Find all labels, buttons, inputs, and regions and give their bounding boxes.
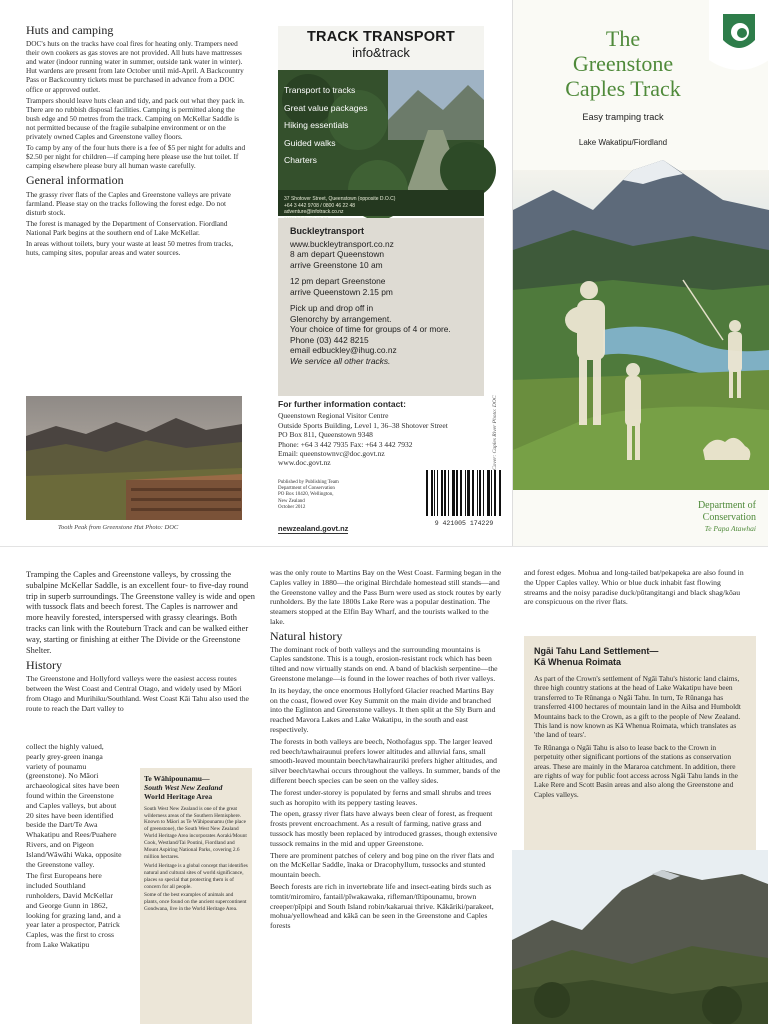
publishing-line: Published by Publishing Team [278, 480, 339, 485]
buckley-line: 8 am depart Queenstown [290, 249, 385, 259]
intro-column [26, 570, 256, 715]
buckley-line: Pick up and drop off in [290, 303, 374, 313]
barcode-bar [426, 470, 428, 516]
buckley-line: Your choice of time for groups of 4 or more. [290, 324, 451, 334]
barcode-bar [477, 470, 478, 516]
box-heading-line: World Heritage Area [144, 792, 213, 802]
dept-line: Department of [697, 500, 756, 511]
world-heritage-paragraph: Some of the best examples of animals and plants, once found on the ancient supercontinent Gondwana, live in the World Heritage Area. [144, 892, 247, 913]
buckley-line: 12 pm depart Greenstone [290, 276, 386, 286]
cover-subtitle: Easy tramping track [582, 112, 664, 122]
birds-paragraph: and forest edges. Mohua and long-tailed bat/pekapeka are also found in the Upper Caples valley. Whio or blue duck inhabit fast flowing streams and the noisy paradise duck/pūtangitangi and black shag/kōau are conspicuous on the river flats. [524, 568, 744, 607]
cover-title-line: Greenstone [572, 51, 674, 76]
barcode-bar [479, 470, 481, 516]
barcode-bar [441, 470, 443, 516]
publishing-info [278, 480, 378, 511]
ngai-tahu-settlement-box [524, 636, 756, 860]
ad-service-item: Transport to tracks [284, 85, 356, 95]
contact-line: PO Box 811, Queenstown 9348 [278, 430, 373, 440]
barcode-bar [483, 470, 484, 516]
buckley-line: Phone (03) 442 8215 [290, 334, 369, 345]
ad-footer-line: adventure@infotrack.co.nz [284, 209, 344, 215]
barcode-bar [437, 470, 438, 516]
natural-history-heading: Natural history [270, 628, 343, 643]
contact-line: Queenstown Regional Visitor Centre [278, 411, 389, 421]
huts-paragraph: Trampers should leave huts clean and tidy, and pack out what they pack in. There are no rubbish disposal facilities. Camping is permitted along the bush edge and 50 metres from the track. Camping on McKellar Saddle is not permitted because of the fragile subalpine environment or on the privately owned Caples and Greenstone valley floors. [26, 95, 245, 142]
history-continued-paragraph: was the only route to Martins Bay on the West Coast. Farming began in the Caples valley in 1880—the original Birchdale homestead still stands—and the Greenstone valley and the Pass Burn were used as stock routes by early runholders. By the late 1800s Lake Rere was a popular destination. The steamers stopped at the Elfin Bay Wharf, and the tourists walked to the lake. [270, 568, 502, 626]
track-transport-ad [278, 26, 484, 216]
barcode-digits: 9 421005 174229 [434, 520, 494, 527]
buckley-transport-box [278, 218, 484, 396]
barcode-bar [487, 470, 490, 516]
natural-history-paragraph: The forests in both valleys are beech, Nothofagus spp. The larger leaved red beech/tawhairaunui prefers lower altitudes and alluvial fans, small smooth-leaved mountain beech/tawhairauriki prefers higher altitudes, and silver beech/tawhai occurs throughout the valleys. In summer, bands of the different beech species can be seen on the valley sides. [270, 736, 501, 785]
history-paragraph: collect the highly valued, pearly grey-green inanga variety of pounamu (greenstone). No Māori archaeological sites have been found within the Greenstone and Caples valleys, but about 20 sites have been identified beside the Dart/Te Awa Whakatipu and Rees/Puahere Rivers, and on Pigeon Island/Wāwāhi Waka, opposite the Greenstone valley. [26, 742, 122, 869]
history-paragraph: The first Europeans here included Southland runholders, David McKellar and George Gunn in 1862, looking for grazing land, and a year later a prospector, Patrick Caples, was the first to cross from Lake Wakatipu [26, 871, 121, 949]
history-continued [26, 742, 122, 952]
barcode-bar [467, 470, 470, 516]
barcode-bar [434, 470, 435, 516]
general-paragraph: The forest is managed by the Department of Conservation. Fiordland National Park begins at the southern end of Lake McKellar. [26, 218, 228, 237]
ngai-tahu-heading [534, 646, 746, 668]
contact-line: Phone: +64 3 442 7935 Fax: +64 3 442 7932 [278, 439, 413, 449]
ad-footer-line: +64 3 442 9708 / 0800 46 22 48 [284, 202, 356, 209]
buckley-line: Glenorchy by arrangement. [290, 313, 392, 324]
contact-block [278, 400, 488, 468]
natural-history-paragraph: There are prominent patches of celery and bog pine on the river flats and on the McKellar Saddle, īnaka or Dracophyllum, tussocks and stunted mountain beech. [270, 850, 494, 880]
barcode-bar [452, 470, 455, 516]
world-heritage-paragraph: South West New Zealand is one of the great wilderness areas of the Southern Hemisphere. Known to Māori as Te Wāhipounamu (the place of greenstone), the South West New Zealand World Heritage Area incorporates Aoraki/Mount Cook, Westland/Tai Poutini, Fiordland and Mount Aspiring National Parks, covering 2.6 million hectares. [144, 805, 247, 860]
ad-service-item: Guided walks [284, 137, 336, 148]
natural-history-paragraph: Beech forests are rich in invertebrate life and insect-eating birds such as tomtit/miromiro, fantail/pīwakawaka, rifleman/tītipounamu, brown creeper/pīpipi and South Island robin/kakaruai thrive. Kākāriki/parakeet, mohua/yellowhead and kākā can be seen in the Greenstone and Caples forests [270, 881, 494, 931]
cover-panel [512, 0, 768, 546]
cover-title-line: The [605, 26, 641, 51]
contact-line: Outside Sports Building, Level 1, 36–38 Shotover Street [278, 420, 448, 430]
cover-location: Lake Wakatipu/Fiordland [578, 138, 668, 147]
doc-logo [709, 0, 769, 72]
ad-title: TRACK TRANSPORT [307, 29, 455, 45]
tooth-peak-photo [26, 396, 242, 520]
barcode-bar [472, 470, 474, 516]
ad-header [278, 26, 484, 70]
barcode-bar [491, 470, 492, 516]
box-heading-line: Ngāi Tahu Land Settlement— [534, 646, 659, 656]
barcode-bars [424, 470, 504, 520]
birds-column [524, 568, 744, 609]
buckley-line: arrive Queenstown 2.15 pm [290, 286, 393, 297]
ad-services-list [284, 82, 368, 170]
ngai-tahu-paragraph: As part of the Crown's settlement of Ngāi Tahu's historic land claims, three high country stations at the head of Lake Wakatipu have been transferred to Te Rūnanga o Ngāi Tahu. In turn, Te Rūnanga has transferred 4100 hectares of mountain land in the Ailsa and Humboldt Mountains back to the Crown, as a gift to the people of New Zealand. This land is now known as Kā Whenua Roimata, which translates as 'the land of tears'. [534, 674, 741, 740]
natural-history-paragraph: The open, grassy river flats have always been clear of forest, as frequent frosts prevent encroachment. As a result of farming, native grass and tussock has mostly been replaced by introduced grasses, though extensive tussock remains in the mid and upper Greenstone. [270, 809, 498, 848]
ad-service-item: Charters [284, 155, 317, 165]
contact-line: Email: queenstownvc@doc.govt.nz [278, 449, 385, 459]
barcode-bar [444, 470, 446, 516]
publishing-line: New Zealand [278, 498, 305, 504]
world-heritage-box [140, 768, 252, 1024]
huts-heading: Huts and camping [26, 23, 114, 37]
barcode-bar [448, 470, 449, 516]
box-heading-line: Kā Whenua Roimata [534, 657, 622, 667]
intro-paragraph: Tramping the Caples and Greenstone valleys, by crossing the subalpine McKellar Saddle, is an excellent four- to five-day round trip in superb surroundings. The Greenstone valley is wide and open with tussock flats and beech forest. The Caples is narrower and more heavily forested, interspersed with grassy clearings. Both tracks can link with the Routeburn Track and can be walked either way, starting or finishing at either The Divide or the Greenstone Shelter. [26, 570, 255, 655]
barcode-bar [499, 470, 501, 516]
natural-history-paragraph: The forest under-storey is populated by ferns and small shrubs and trees such as horopito with its peppery tasting leaves. [270, 787, 492, 807]
buckley-line: We service all other tracks. [290, 355, 391, 366]
huts-paragraph: To camp by any of the four huts there is a fee of $5 per night for adults and $2.50 per night for children—if camping here please use the hut toilet. If camping elsewhere please bury all human waste carefully. [26, 143, 246, 171]
publishing-line: Department of Conservation [278, 486, 335, 492]
mountain-forest-photo [512, 850, 768, 1024]
general-paragraph: In areas without toilets, bury your waste at least 50 metres from tracks, huts, camping sites, popular areas and water sources. [26, 238, 234, 258]
history-heading: History [26, 658, 62, 673]
barcode-bar [456, 470, 458, 516]
publishing-line: PO Box 10420, Wellington, [278, 492, 334, 498]
doc-department-logo [698, 500, 756, 535]
photo-caption: Tooth Peak from Greenstone Hut Photo: DOC [58, 524, 179, 531]
publishing-line: October 2012 [278, 504, 306, 510]
ngai-tahu-paragraph: Te Rūnanga o Ngāi Tahu is also to lease back to the Crown in perpetuity other significant portions of the stations as conservation areas. These are mainly in the Mararoa catchment. In addition, there are rights of way for public foot access across Ngāi Tahu lands in the Lake Rere and Scott Basin areas and also along the Greenstone and Caples valleys. [534, 742, 738, 799]
barcode-bar [465, 470, 466, 516]
huts-paragraph: DOC's huts on the tracks have coal fires for heating only. Trampers need their own cookers as gas stoves are not provided. All huts have mattresses and water (indoor running water in summer, outside tank water in winter). Hut wardens are present from late October until mid-April. A Backcountry Pass or Backcountry tickets must be purchased in advance from a DOC office or approved outlet. [26, 39, 244, 94]
contact-heading: For further information contact: [278, 399, 406, 409]
general-paragraph: The grassy river flats of the Caples and Greenstone valleys are private farmland. Please stay on the tracks following the forest edge. Do not disturb stock. [26, 189, 231, 217]
box-heading-line: Te Wāhipounamu— [144, 774, 210, 783]
natural-history-paragraph: The dominant rock of both valleys and the surrounding mountains is Caples sandstone. This is a tough, erosion-resistant rock which has been tilted and now virtually stands on end. A band of blackish serpentine—the Greenstone melange—is found in the lower reaches of both river valleys. [270, 644, 498, 683]
buckley-line: email edbuckley@ihug.co.nz [290, 345, 397, 355]
world-heritage-heading [144, 774, 248, 802]
ad-footer-line: 37 Shotover Street, Queenstown (opposite D.O.C) [284, 196, 396, 202]
ad-service-item: Great value packages [284, 102, 368, 113]
world-heritage-paragraph: World Heritage is a global concept that identifies natural and cultural sites of world significance, places so special that protecting them is of concern for all people. [144, 862, 248, 890]
dept-maori-name: Te Papa Atawhai [704, 524, 756, 533]
huts-and-general-column [26, 23, 246, 259]
newzealand-govt-logo: newzealand.govt.nz [278, 524, 349, 533]
barcode-bar [431, 470, 433, 516]
general-heading: General information [26, 173, 124, 188]
cover-title-line: Caples Track [565, 76, 681, 101]
history-paragraph: The Greenstone and Hollyford valleys were the easiest access routes between the West Coast and Central Otago, and widely used by Māori from Otago and Murihiku/Southland. West Coast Kāi Tahu also used the route to reach the Dart valley to [26, 674, 249, 713]
natural-history-paragraph: In its heyday, the once enormous Hollyford Glacier reached Martins Bay on the coast, flowed over Key Summit on the main divide and branched into the Eglinton and Greenstone valleys. It then split at the Sly Burn and reached Mavora Lakes and Lake Wakatipu, in the south and east respectively. [270, 685, 496, 734]
panel-divider [0, 546, 768, 547]
ad-subtitle: info&track [352, 45, 410, 60]
dept-line: Conservation [702, 511, 756, 523]
barcode-bar [460, 470, 462, 516]
contact-line: www.doc.govt.nz [278, 458, 331, 468]
barcode-bar [494, 470, 496, 516]
natural-history-column [270, 568, 502, 933]
buckley-title: Buckleytransport [290, 226, 365, 236]
cover-photo-credit: Cover: Caples River Photo: DOC [492, 395, 498, 470]
buckley-line: arrive Greenstone 10 am [290, 259, 383, 270]
box-heading-line: South West New Zealand [144, 783, 223, 793]
barcode [424, 470, 504, 530]
buckley-line: www.buckleytransport.co.nz [290, 238, 394, 249]
ad-service-item: Hiking essentials [284, 120, 349, 130]
cover-title [533, 26, 713, 101]
cover-landscape-illustration [513, 150, 769, 490]
